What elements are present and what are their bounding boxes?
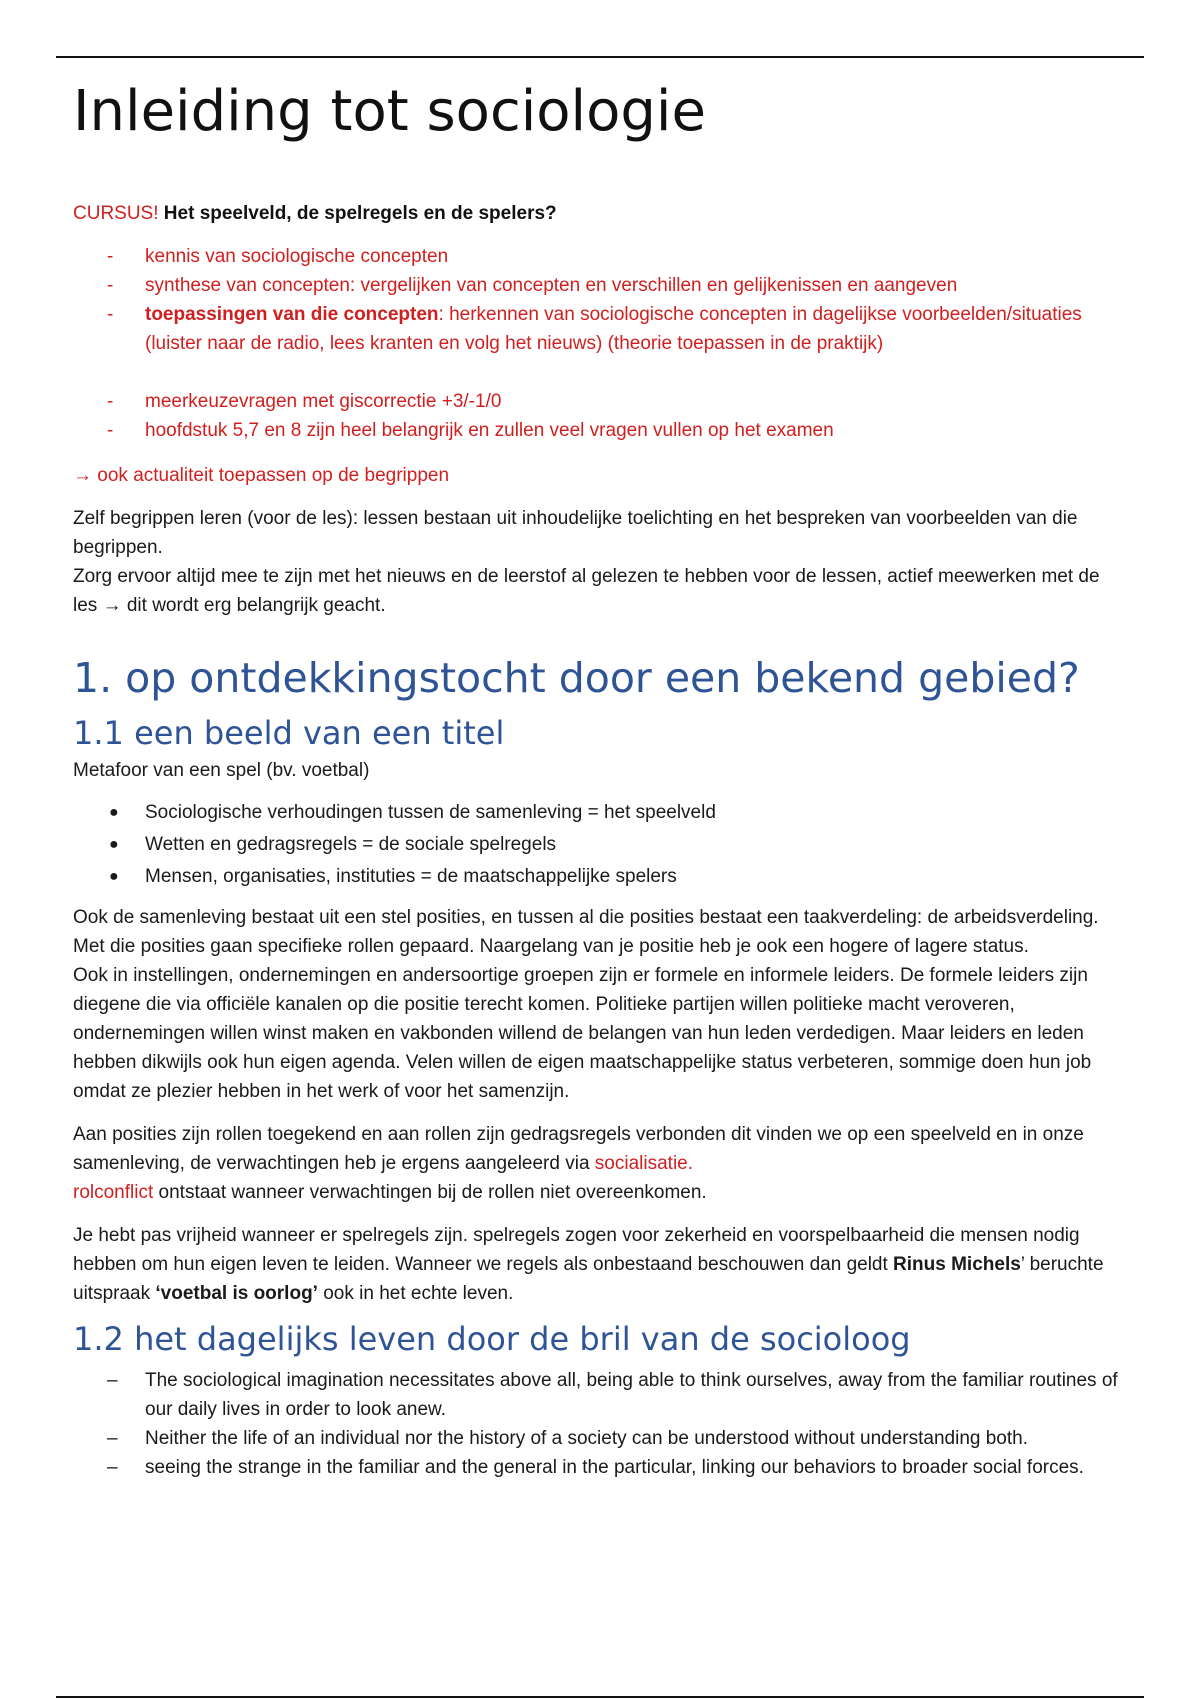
list-item: – seeing the strange in the familiar and the general in the particular, linking our behaviors to broader social forces. xyxy=(107,1457,1084,1478)
intro-line-2: Zorg ervoor altijd mee te zijn met het nieuws en de leerstof al gelezen te hebben voor de lessen, actief meewerken met de les → dit wordt erg belangrijk geacht. xyxy=(73,566,1100,616)
bottom-rule xyxy=(56,1696,1144,1698)
section-1-1-lead: Metafoor van een spel (bv. voetbal) xyxy=(73,760,370,781)
section-1-1-heading: 1.1 een beeld van een titel xyxy=(73,714,505,752)
intro-line-1: Zelf begrippen leren (voor de les): lessen bestaan uit inhoudelijke toelichting en het bespreken van voorbeelden van die begrippen. xyxy=(73,508,1078,558)
list-item: - kennis van sociologische concepten xyxy=(107,246,449,267)
chapter-1-heading: 1. op ontdekkingstocht door een bekend gebied? xyxy=(73,654,1080,702)
metaphor-bullet-list xyxy=(73,797,1123,893)
course-heading xyxy=(73,200,1123,228)
exam-info-list xyxy=(73,387,1123,445)
arrow-note: → ook actualiteit toepassen op de begrippen xyxy=(73,465,450,486)
list-item: – The sociological imagination necessitates above all, being able to think ourselves, away from the familiar routines of our daily lives in order to look anew. xyxy=(107,1370,1118,1420)
sociological-imagination-list xyxy=(73,1366,1123,1482)
list-item: ● Sociologische verhoudingen tussen de samenleving = het speelveld xyxy=(109,802,716,823)
document-page xyxy=(73,70,1123,1482)
list-item: ● Mensen, organisaties, instituties = de maatschappelijke spelers xyxy=(109,866,677,887)
name-rinus-michels: Rinus Michels xyxy=(893,1254,1021,1275)
course-goals-list xyxy=(73,242,1123,358)
list-item: - meerkeuzevragen met giscorrectie +3/-1/0 xyxy=(107,391,502,412)
course-title: Het speelveld, de spelregels en de spelers? xyxy=(163,203,557,224)
paragraph-roles: Aan posities zijn rollen toegekend en aan rollen zijn gedragsregels verbonden dit vinden we op een speelveld en in onze samenleving, de verwachtingen heb je ergens aangeleerd via socialisatie. xyxy=(73,1124,1084,1174)
paragraph-rolconflict: rolconflict ontstaat wanneer verwachtingen bij de rollen niet overeenkomen. xyxy=(73,1182,707,1203)
document-title: Inleiding tot sociologie xyxy=(73,79,706,144)
paragraph-freedom: Je hebt pas vrijheid wanneer er spelregels zijn. spelregels zogen voor zekerheid en voorspelbaarheid die mensen nodig hebben om hun eigen leven te leiden. Wanneer we regels als onbestaand beschouwen dan geldt Rinus Michels’ beruchte uitspraak ‘voetbal is oorlog’ ook in het echte leven. xyxy=(73,1225,1104,1304)
top-rule xyxy=(56,56,1144,58)
term-rolconflict: rolconflict xyxy=(73,1182,154,1203)
term-socialisatie: socialisatie xyxy=(594,1153,688,1174)
paragraph-leaders: Ook in instellingen, ondernemingen en andersoortige groepen zijn er formele en informele leiders. De formele leiders zijn diegene die via officiële kanalen op die positie terecht komen. Politieke partijen willen politieke macht veroveren, ondernemingen willen winst maken en vakbonden willend de belangen van hun leden verdedigen. Maar leiders en leden hebben dikwijls ook hun eigen agenda. Velen willen de eigen maatschappelijke status verbeteren, sommige doen hun job omdat ze plezier hebben in het werk of voor het samenzijn. xyxy=(73,965,1092,1102)
paragraph-positions: Ook de samenleving bestaat uit een stel posities, en tussen al die posities bestaat een taakverdeling: de arbeidsverdeling. Met die posities gaan specifieke rollen gepaard. Naargelang van je positie heb je ook een hogere of lagere status. xyxy=(73,907,1099,957)
list-item: – Neither the life of an individual nor the history of a society can be understood without understanding both. xyxy=(107,1428,1028,1449)
section-1-2-heading: 1.2 het dagelijks leven door de bril van de socioloog xyxy=(73,1320,911,1358)
quote-voetbal: ‘voetbal is oorlog’ xyxy=(155,1283,318,1304)
list-item: - hoofdstuk 5,7 en 8 zijn heel belangrijk en zullen veel vragen vullen op het examen xyxy=(107,420,834,441)
list-item: - toepassingen van die concepten: herkennen van sociologische concepten in dagelijkse voorbeelden/situaties (luister naar de radio, lees kranten en volg het nieuws) (theorie toepassen in de praktijk) xyxy=(107,304,1082,354)
course-label: CURSUS! xyxy=(73,203,159,224)
list-item: ● Wetten en gedragsregels = de sociale spelregels xyxy=(109,834,557,855)
list-item: - synthese van concepten: vergelijken van concepten en verschillen en gelijkenissen en aangeven xyxy=(107,275,958,296)
